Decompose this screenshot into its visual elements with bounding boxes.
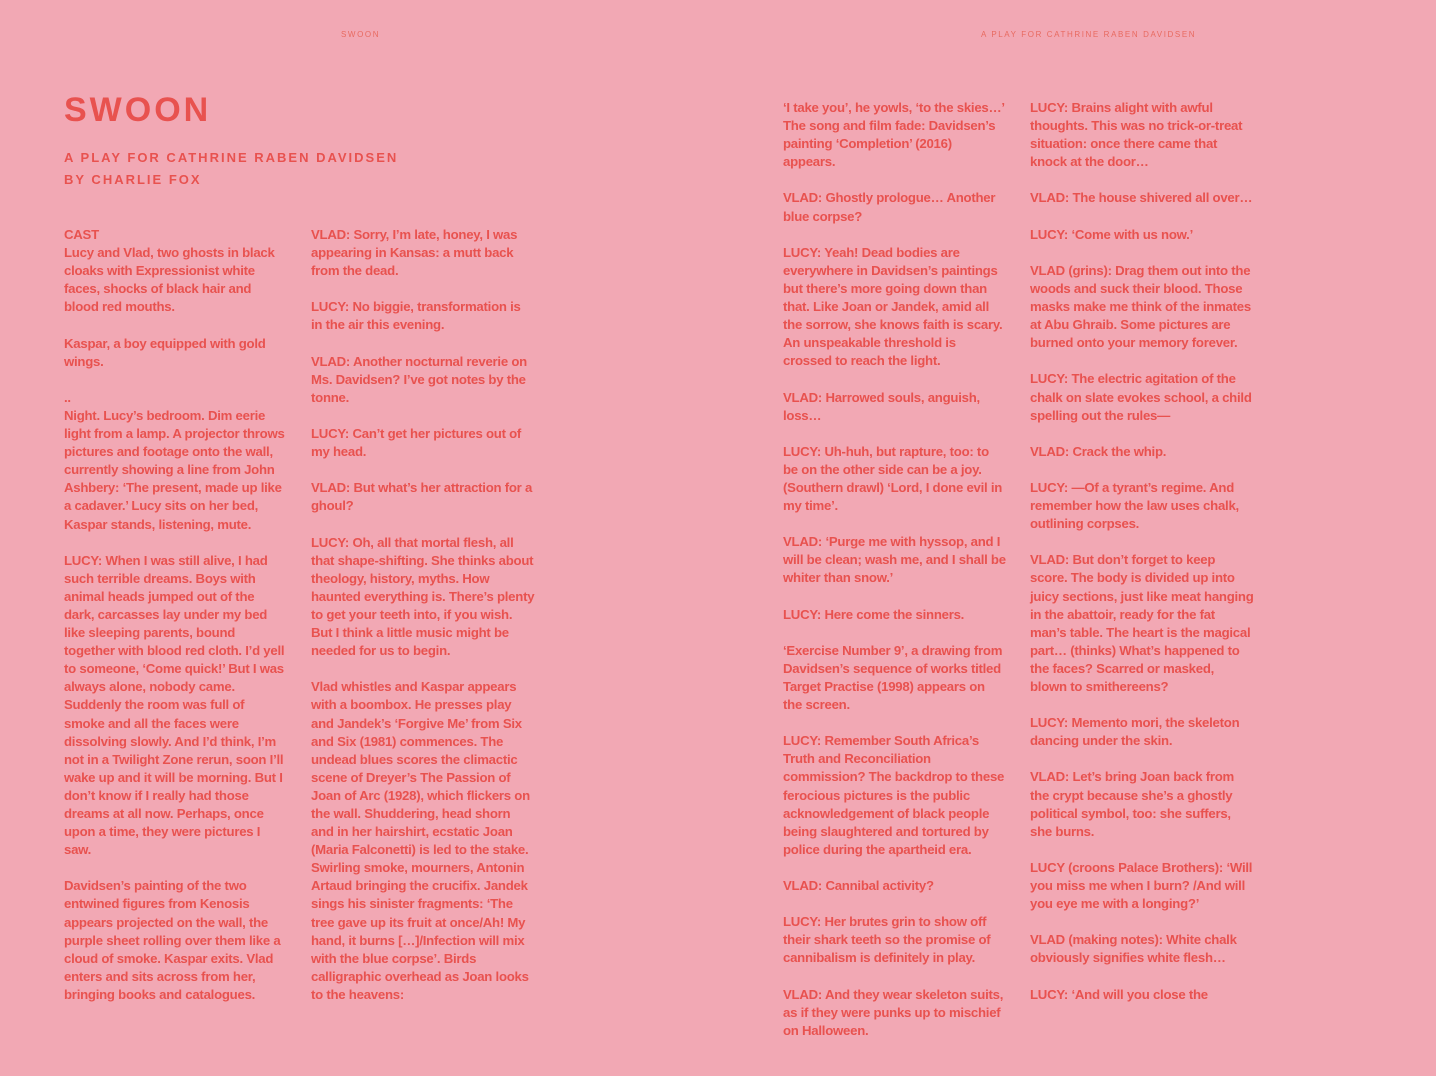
article-subtitle <box>64 147 398 191</box>
paragraph: LUCY: Her brutes grin to show off their shark teeth so the promise of cannibalism is definitely in play. <box>783 914 991 966</box>
paragraph: LUCY: ‘Come with us now.’ <box>1030 226 1193 242</box>
paragraph: VLAD: Cannibal activity? <box>783 878 934 894</box>
text-column-1 <box>64 226 288 1022</box>
paragraph: VLAD: Let’s bring Joan back from the crypt because she’s a ghostly political symbol, too: she suffers, she burns. <box>1030 769 1235 839</box>
paragraph: LUCY: Here come the sinners. <box>783 606 965 622</box>
paragraph: .. Night. Lucy’s bedroom. Dim eerie light from a lamp. A projector throws pictures and footage onto the wall, currently showing a line from John Ashbery: ‘The present, made up like a cadaver.’ Lucy sits on her bed, Kaspar stands, listening, mute. <box>64 389 285 532</box>
paragraph: Kaspar, a boy equipped with gold wings. <box>64 335 266 369</box>
paragraph: LUCY: —Of a tyrant’s regime. And remember how the law uses chalk, outlining corpses. <box>1030 479 1239 532</box>
article-title: SWOON <box>64 91 212 129</box>
paragraph: LUCY: No biggie, transformation is in the air this evening. <box>311 299 521 333</box>
paragraph: LUCY: Brains alight with awful thoughts. This was no trick-or-treat situation: once there came that knock at the door… <box>1030 100 1243 170</box>
paragraph: VLAD: Sorry, I’m late, honey, I was appearing in Kansas: a mutt back from the dead. <box>311 227 518 279</box>
paragraph: LUCY: Uh-huh, but rapture, too: to be on the other side can be a joy. (Southern drawl) ‘Lord, I done evil in my time’. <box>783 443 1003 514</box>
paragraph: Davidsen’s painting of the two entwined figures from Kenosis appears projected on the wall, the purple sheet rolling over them like a cloud of smoke. Kaspar exits. Vlad enters and sits across from her, bringing books and catalogues. <box>64 878 281 1002</box>
paragraph: VLAD: ‘Purge me with hyssop, and I will be clean; wash me, and I shall be whiter than snow.’ <box>783 534 1006 586</box>
paragraph: ‘Exercise Number 9’, a drawing from Davidsen’s sequence of works titled Target Practise (1998) appears on the screen. <box>783 642 1003 713</box>
paragraph: LUCY: ‘And will you close the <box>1030 986 1208 1002</box>
paragraph: VLAD: But what’s her attraction for a ghoul? <box>311 480 533 514</box>
paragraph: VLAD: The house shivered all over… <box>1030 190 1253 206</box>
paragraph: LUCY: Can’t get her pictures out of my head. <box>311 426 522 460</box>
subtitle-line: A PLAY FOR CATHRINE RABEN DAVIDSEN <box>64 150 399 165</box>
paragraph: VLAD: And they wear skeleton suits, as if they were punks up to mischief on Halloween. <box>783 986 1004 1038</box>
running-head-left: SWOON <box>341 30 381 39</box>
paragraph: VLAD (grins): Drag them out into the woods and suck their blood. Those masks make me think of the inmates at Abu Ghraib. Some pictures are burned onto your memory forever. <box>1030 262 1251 351</box>
paragraph: LUCY: When I was still alive, I had such terrible dreams. Boys with animal heads jumped out of the dark, carcasses lay under my bed like sleeping parents, bound together with blood red cloth. I’d yell to someone, ‘Come quick!’ But I was always alone, nobody came. Suddenly the room was full of smoke and all the faces were dissolving slowly. And I’d think, I’m not in a Twilight Zone rerun, soon I’ll wake up and it will be morning. But I don’t know if I really had those dreams at all now. Perhaps, once upon a time, they were pictures I saw. <box>64 552 285 858</box>
paragraph: LUCY (croons Palace Brothers): ‘Will you miss me when I burn? /And will you eye me with a longing?’ <box>1030 859 1253 912</box>
text-column-3 <box>783 99 1007 1058</box>
paragraph: VLAD: Crack the whip. <box>1030 443 1167 459</box>
running-head-right: A PLAY FOR CATHRINE RABEN DAVIDSEN <box>981 30 1197 39</box>
text-column-4 <box>1030 99 1254 1022</box>
paragraph: LUCY: The electric agitation of the chalk on slate evokes school, a child spelling out the rules— <box>1030 371 1252 423</box>
text-column-2 <box>311 226 535 1022</box>
paragraph: LUCY: Memento mori, the skeleton dancing under the skin. <box>1030 715 1240 749</box>
paragraph: VLAD: But don’t forget to keep score. The body is divided up into juicy sections, just like meat hanging in the abattoir, ready for the fat man’s table. The heart is the magical part… (thinks) What’s happened to the faces? Scarred or masked, blown to smithereens? <box>1030 552 1254 694</box>
paragraph: LUCY: Oh, all that mortal flesh, all that shape-shifting. She thinks about theology, history, myths. How haunted everything is. There’s plenty to get your teeth into, if you wish. But I think a little music might be needed for us to begin. <box>311 534 535 659</box>
paragraph: ‘I take you’, he yowls, ‘to the skies…’ The song and film fade: Davidsen’s painting ‘Completion’ (2016) appears. <box>783 100 1005 170</box>
paragraph: VLAD (making notes): White chalk obviously signifies white flesh… <box>1030 932 1237 966</box>
paragraph: Vlad whistles and Kaspar appears with a boombox. He presses play and Jandek’s ‘Forgive Me’ from Six and Six (1981) commences. The undead blues scores the climactic scene of Dreyer’s The Passion of Joan of Arc (1928), which flickers on the wall. Shuddering, head shorn and in her hairshirt, ecstatic Joan (Maria Falconetti) is led to the stake. Swirling smoke, mourners, Antonin Artaud bringing the crucifix. Jandek sings his sinister fragments: ‘The tree gave up its fruit at once/Ah! My hand, it burns […]/Infection will mix with the blue corpse’. Birds calligraphic overhead as Joan looks to the heavens: <box>311 679 530 1002</box>
paragraph: CAST Lucy and Vlad, two ghosts in black cloaks with Expressionist white faces, shocks of black hair and blood red mouths. <box>64 227 275 315</box>
paragraph: VLAD: Harrowed souls, anguish, loss… <box>783 389 980 423</box>
paragraph: VLAD: Another nocturnal reverie on Ms. Davidsen? I’ve got notes by the tonne. <box>311 353 527 405</box>
paragraph: VLAD: Ghostly prologue… Another blue corpse? <box>783 190 996 224</box>
paragraph: LUCY: Remember South Africa’s Truth and Reconciliation commission? The backdrop to these ferocious pictures is the public acknowledgement of black people being slaughtered and tortured by police during the apartheid era. <box>783 733 1005 857</box>
subtitle-byline: BY CHARLIE FOX <box>64 172 202 187</box>
paragraph: LUCY: Yeah! Dead bodies are everywhere in Davidsen’s paintings but there’s more going down than that. Like Joan or Jandek, amid all the sorrow, she knows faith is scary. An unspeakable threshold is crossed to reach the light. <box>783 244 1003 369</box>
